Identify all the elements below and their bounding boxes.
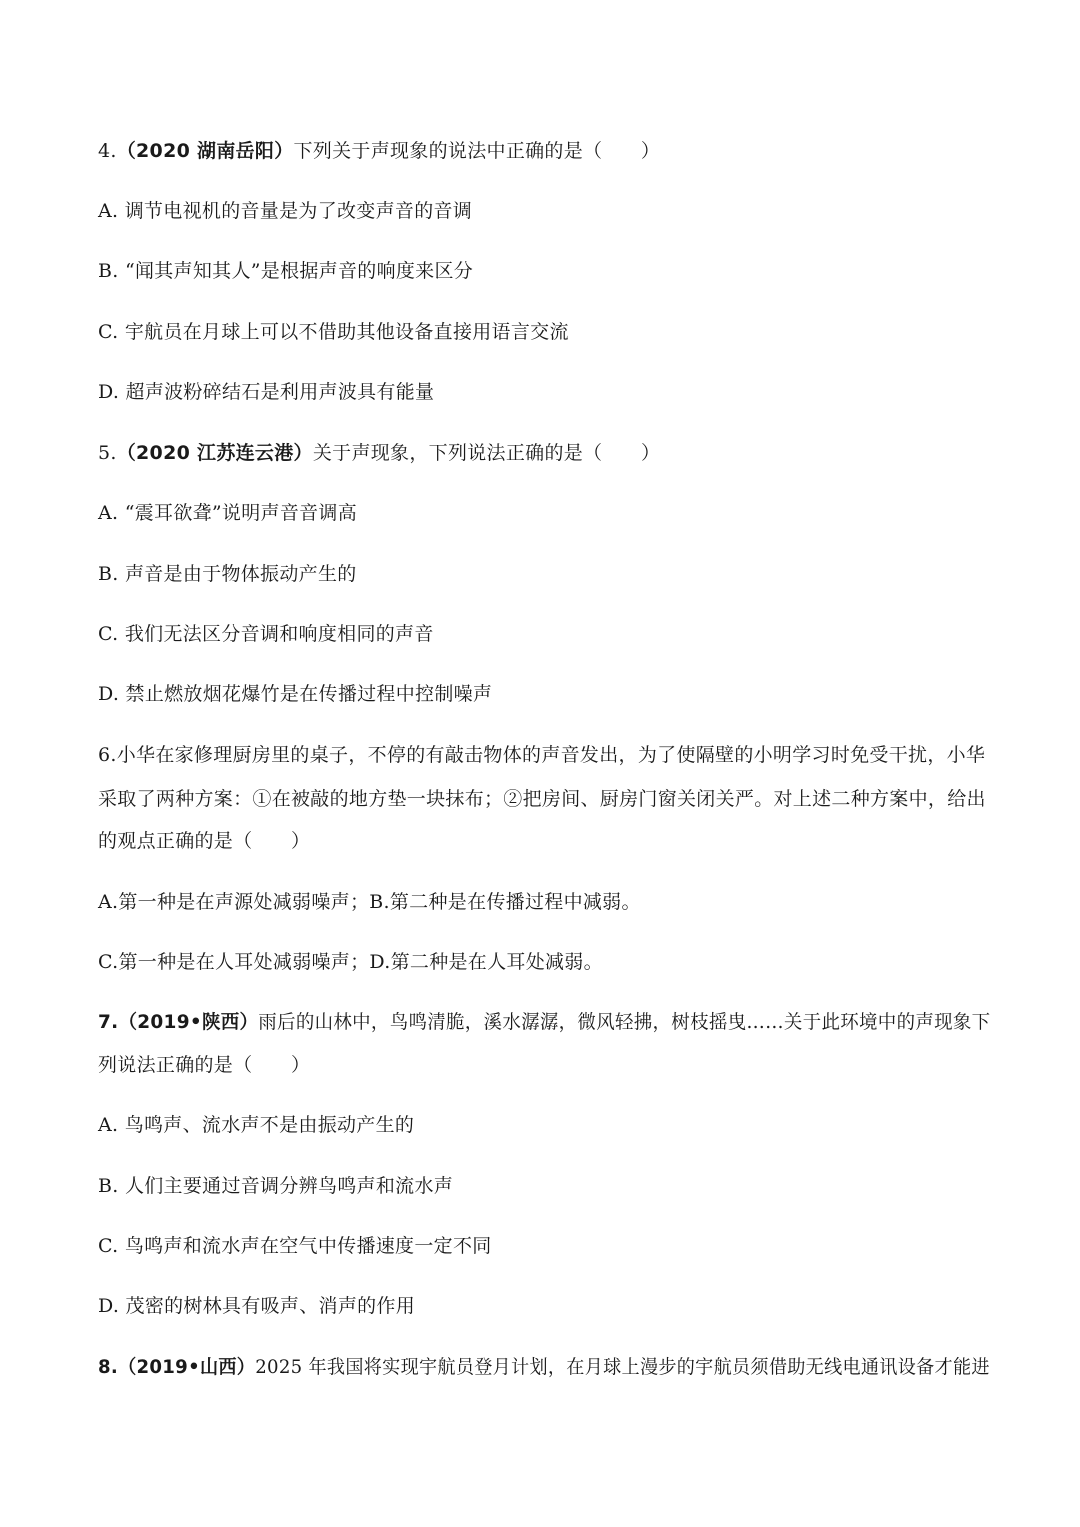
question-number: 4.: [98, 140, 117, 162]
question-text: 2025 年我国将实现宇航员登月计划，在月球上漫步的宇航员须借助无线电通讯设备才能进: [255, 1356, 990, 1378]
question-6-stem-line-2: 采取了两种方案：①在被敲的地方垫一块抹布；②把房间、厨房门窗关闭关严。对上述二种方案中，给出: [98, 788, 986, 810]
question-text: 关于声现象，下列说法正确的是（ ）: [312, 442, 661, 464]
question-text: 小华在家修理厨房里的桌子，不停的有敲击物体的声音发出，为了使隔壁的小明学习时免受干扰，小华: [116, 744, 986, 766]
question-5-option-b: B. 声音是由于物体振动产生的: [98, 563, 357, 585]
question-8-stem: [98, 1355, 990, 1379]
question-5-option-c: C. 我们无法区分音调和响度相同的声音: [98, 623, 434, 645]
question-number: 7.: [98, 1011, 119, 1033]
question-4-option-a: A. 调节电视机的音量是为了改变声音的音调: [98, 200, 473, 222]
question-4-option-d: D. 超声波粉碎结石是利用声波具有能量: [98, 381, 435, 403]
question-6-stem-line-1: [98, 743, 985, 767]
question-5-option-a: A. “震耳欲聋”说明声音音调高: [98, 502, 358, 524]
question-4-stem: [98, 139, 660, 163]
question-7-stem-line-2: 列说法正确的是（ ）: [98, 1054, 311, 1076]
question-text: 下列关于声现象的说法中正确的是（ ）: [293, 140, 661, 162]
question-7-option-b: B. 人们主要通过音调分辨鸟鸣声和流水声: [98, 1175, 454, 1197]
question-7-stem-line-1: [98, 1010, 990, 1034]
question-4-option-b: B. “闻其声知其人”是根据声音的响度来区分: [98, 260, 474, 282]
question-7-option-a: A. 鸟鸣声、流水声不是由振动产生的: [98, 1114, 415, 1136]
question-6-stem-line-3: 的观点正确的是（ ）: [98, 830, 311, 852]
question-7-option-c: C. 鸟鸣声和流水声在空气中传播速度一定不同: [98, 1235, 492, 1257]
question-6-option-cd: C.第一种是在人耳处减弱噪声；D.第二种是在人耳处减弱。: [98, 951, 603, 973]
question-source: （2020 湖南岳阳）: [116, 140, 294, 162]
question-source: （2019•山西）: [118, 1356, 256, 1378]
question-source: （2020 江苏连云港）: [116, 442, 313, 464]
question-7-option-d: D. 茂密的树林具有吸声、消声的作用: [98, 1295, 416, 1317]
question-4-option-c: C. 宇航员在月球上可以不借助其他设备直接用语言交流: [98, 321, 569, 343]
question-number: 6.: [98, 744, 117, 766]
question-number: 5.: [98, 442, 117, 464]
question-text: 雨后的山林中，鸟鸣清脆，溪水潺潺，微风轻拂，树枝摇曳……关于此环境中的声现象下: [258, 1011, 991, 1033]
question-number: 8.: [98, 1356, 119, 1378]
question-6-option-ab: A.第一种是在声源处减弱噪声；B.第二种是在传播过程中减弱。: [98, 891, 641, 913]
question-source: （2019•陕西）: [118, 1011, 259, 1033]
question-5-option-d: D. 禁止燃放烟花爆竹是在传播过程中控制噪声: [98, 683, 493, 705]
question-5-stem: [98, 441, 660, 465]
